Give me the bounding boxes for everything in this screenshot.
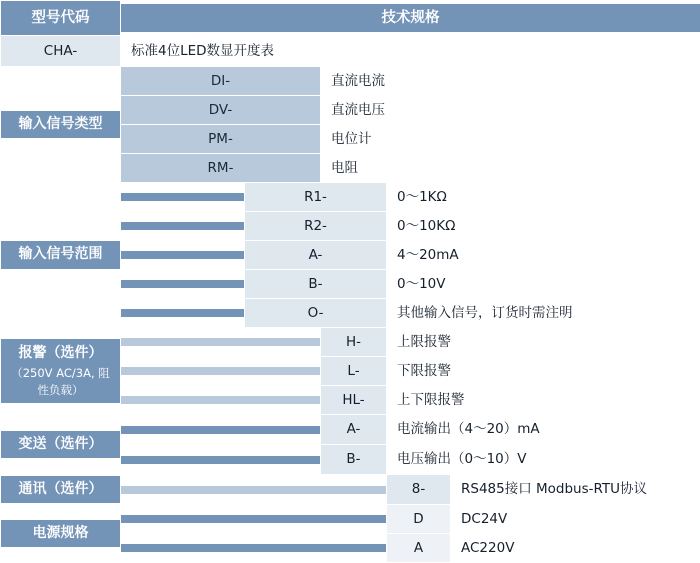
power-label-cell	[1, 505, 121, 563]
power-code-cell-0	[387, 505, 451, 534]
input-signal-range-label-cell	[1, 183, 121, 328]
input-range-code-2: A-	[245, 241, 386, 269]
power-spacer-fill-0	[121, 515, 386, 523]
input-range-desc-4: 其他输入信号，订货时需注明	[387, 300, 700, 327]
alarm-spacer-fill-2	[121, 396, 320, 404]
input-range-spacer-0	[121, 183, 245, 212]
transmit-spacer-fill-0	[121, 426, 320, 434]
input-type-code-1: DV-	[121, 96, 320, 124]
power-desc-1: AC220V	[451, 535, 700, 562]
input-type-code-cell-2	[121, 125, 321, 154]
power-desc-0: DC24V	[451, 506, 700, 533]
table-row-alarm-1	[1, 328, 700, 357]
input-type-desc-cell-2	[321, 125, 700, 154]
power-code-1: A	[387, 534, 450, 562]
input-type-desc-cell-3	[321, 154, 700, 183]
header-technical-spec-label: 技术规格	[121, 4, 700, 32]
input-range-spacer-fill-3	[121, 280, 244, 288]
input-range-spacer-2	[121, 241, 245, 270]
alarm-desc-1: 下限报警	[387, 358, 700, 385]
alarm-desc-2: 上下限报警	[387, 387, 700, 414]
input-type-desc-0: 直流电流	[321, 68, 700, 95]
input-type-desc-cell-0	[321, 67, 700, 96]
input-range-spacer-fill-1	[121, 222, 244, 230]
input-range-spacer-fill-0	[121, 193, 244, 201]
base-model-desc-cell	[121, 36, 700, 67]
transmit-desc-0: 电流输出（4～20）mA	[387, 416, 700, 443]
alarm-desc-cell-2	[387, 386, 700, 415]
alarm-label-group	[1, 339, 120, 403]
transmit-spacer-0	[121, 415, 321, 445]
transmit-code-cell-0	[321, 415, 387, 445]
alarm-desc-cell-0	[387, 328, 700, 357]
table-row-transmit-1	[1, 415, 700, 445]
alarm-spacer-fill-1	[121, 367, 320, 375]
input-type-code-cell-3	[121, 154, 321, 183]
base-model-code-cell	[1, 36, 121, 67]
transmit-code-1: B-	[321, 445, 386, 474]
input-range-spacer-fill-2	[121, 251, 244, 259]
power-code-0: D	[387, 505, 450, 533]
table-row-input-type-1	[1, 67, 700, 96]
input-range-code-cell-1	[245, 212, 387, 241]
power-desc-cell-1	[451, 534, 700, 563]
input-signal-range-label: 输入信号范围	[1, 241, 120, 269]
alarm-spacer-1	[121, 357, 321, 386]
input-type-desc-1: 直流电压	[321, 97, 700, 124]
transmit-spacer-fill-1	[121, 456, 320, 464]
input-type-desc-3: 电阻	[321, 155, 700, 182]
power-label: 电源规格	[1, 520, 120, 548]
power-spacer-0	[121, 505, 387, 534]
input-type-code-cell-1	[121, 96, 321, 125]
communication-code-cell	[387, 475, 451, 505]
transmit-code-cell-1	[321, 445, 387, 475]
input-range-desc-cell-2	[387, 241, 700, 270]
base-model-desc: 标准4位LED数显开度表	[121, 38, 700, 65]
input-type-code-0: DI-	[121, 67, 320, 95]
power-desc-cell-0	[451, 505, 700, 534]
transmit-desc-1: 电压输出（0～10）V	[387, 446, 700, 473]
input-range-code-1: R2-	[245, 212, 386, 240]
communication-spacer-fill	[121, 486, 386, 494]
table-header-row	[1, 1, 700, 36]
input-range-code-0: R1-	[245, 183, 386, 211]
alarm-code-0: H-	[321, 328, 386, 356]
input-range-desc-cell-3	[387, 270, 700, 299]
table-row-input-range-1	[1, 183, 700, 212]
alarm-label: 报警（选件）	[19, 343, 103, 363]
table-row-communication	[1, 475, 700, 505]
communication-label: 通讯（选件）	[1, 476, 120, 504]
input-range-code-cell-2	[245, 241, 387, 270]
input-range-desc-cell-1	[387, 212, 700, 241]
input-range-desc-2: 4～20mA	[387, 242, 700, 269]
input-range-spacer-1	[121, 212, 245, 241]
input-type-code-2: PM-	[121, 125, 320, 153]
input-signal-type-label-cell	[1, 67, 121, 183]
input-range-desc-0: 0～1KΩ	[387, 184, 700, 211]
alarm-code-cell-1	[321, 357, 387, 386]
header-model-code-cell	[1, 1, 121, 36]
input-range-code-cell-0	[245, 183, 387, 212]
communication-spacer	[121, 475, 387, 505]
header-model-code-label: 型号代码	[1, 1, 120, 35]
communication-desc-cell	[451, 475, 700, 505]
base-model-code: CHA-	[1, 36, 120, 66]
alarm-code-2: HL-	[321, 386, 386, 414]
input-range-code-3: B-	[245, 270, 386, 298]
input-range-desc-1: 0～10KΩ	[387, 213, 700, 240]
alarm-code-1: L-	[321, 357, 386, 385]
transmit-spacer-1	[121, 445, 321, 475]
alarm-code-cell-0	[321, 328, 387, 357]
power-spacer-fill-1	[121, 544, 386, 552]
communication-label-cell	[1, 475, 121, 505]
alarm-desc-cell-1	[387, 357, 700, 386]
input-range-spacer-3	[121, 270, 245, 299]
alarm-sublabel: （250V AC/3A, 阻性负载）	[7, 365, 114, 398]
alarm-spacer-2	[121, 386, 321, 415]
alarm-code-cell-2	[321, 386, 387, 415]
input-range-desc-cell-0	[387, 183, 700, 212]
communication-desc: RS485接口 Modbus-RTU协议	[451, 476, 700, 503]
alarm-label-cell	[1, 328, 121, 415]
input-type-code-3: RM-	[121, 154, 320, 182]
input-range-desc-cell-4	[387, 299, 700, 328]
table-row-power-1	[1, 505, 700, 534]
input-signal-type-label: 输入信号类型	[1, 111, 120, 139]
power-code-cell-1	[387, 534, 451, 563]
transmit-code-0: A-	[321, 415, 386, 444]
alarm-spacer-fill-0	[121, 338, 320, 346]
input-range-spacer-4	[121, 299, 245, 328]
input-range-code-cell-4	[245, 299, 387, 328]
transmit-desc-cell-0	[387, 415, 700, 445]
communication-code: 8-	[387, 475, 450, 504]
alarm-spacer-0	[121, 328, 321, 357]
input-type-desc-cell-1	[321, 96, 700, 125]
input-range-desc-3: 0～10V	[387, 271, 700, 298]
transmit-label-cell	[1, 415, 121, 475]
input-range-code-cell-3	[245, 270, 387, 299]
table-row-base-model	[1, 36, 700, 67]
transmit-label: 变送（选件）	[1, 431, 120, 459]
input-type-code-cell-0	[121, 67, 321, 96]
header-technical-spec-cell	[121, 1, 700, 36]
input-range-code-4: O-	[245, 299, 386, 327]
alarm-desc-0: 上限报警	[387, 329, 700, 356]
transmit-desc-cell-1	[387, 445, 700, 475]
power-spacer-1	[121, 534, 387, 563]
input-type-desc-2: 电位计	[321, 126, 700, 153]
input-range-spacer-fill-4	[121, 309, 244, 317]
